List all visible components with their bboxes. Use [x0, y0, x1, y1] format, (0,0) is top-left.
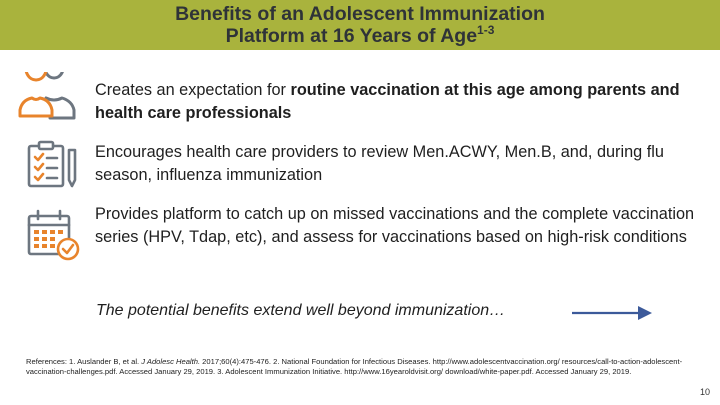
benefit-2-text: Encourages health care providers to review Men.ACWY, Men.B, and, during flu season, influenza immunization [95, 143, 664, 184]
title-line-1: Benefits of an Adolescent Immunization [175, 3, 545, 25]
calendar-check-icon [26, 208, 82, 262]
checklist-clipboard-icon [26, 140, 82, 190]
page-number: 10 [700, 387, 711, 397]
right-arrow-icon [570, 303, 654, 323]
title-superscript: 1-3 [477, 23, 495, 37]
benefit-1-text-bold: routine vaccination at this age among parents and health care professionals [95, 81, 680, 122]
two-people-icon [16, 72, 78, 122]
slide-title [0, 3, 720, 47]
benefit-1-text [95, 79, 695, 125]
benefit-3-text: Provides platform to catch up on missed vaccinations and the complete vaccination series (HPV, Tdap, etc), and assess for vaccinations based on high-risk conditions [95, 205, 695, 246]
references [26, 357, 691, 377]
title-line-2: Platform at 16 Years of Age [225, 25, 478, 47]
references-rest: 2017;60(4):475-476. 2. National Foundation for Infectious Diseases. http://www.adolescentvaccination.org/ resources/call-to-action-adolescent-vaccination-challenges.pdf. Accessed January 29, 2019. 3. Adolescent Immunization Initiative. http://www.16yearoldvisit.org/ download/white-paper.pdf. Accessed January 29, 2019. [26, 357, 683, 376]
references-journal: J Adolesc Health. [141, 357, 201, 366]
benefit-1-text-start: Creates an expectation for [95, 81, 291, 99]
closing-statement: The potential benefits extend well beyond immunization… [96, 302, 506, 319]
references-prefix: References: 1. Auslander B, et al. [26, 357, 142, 366]
